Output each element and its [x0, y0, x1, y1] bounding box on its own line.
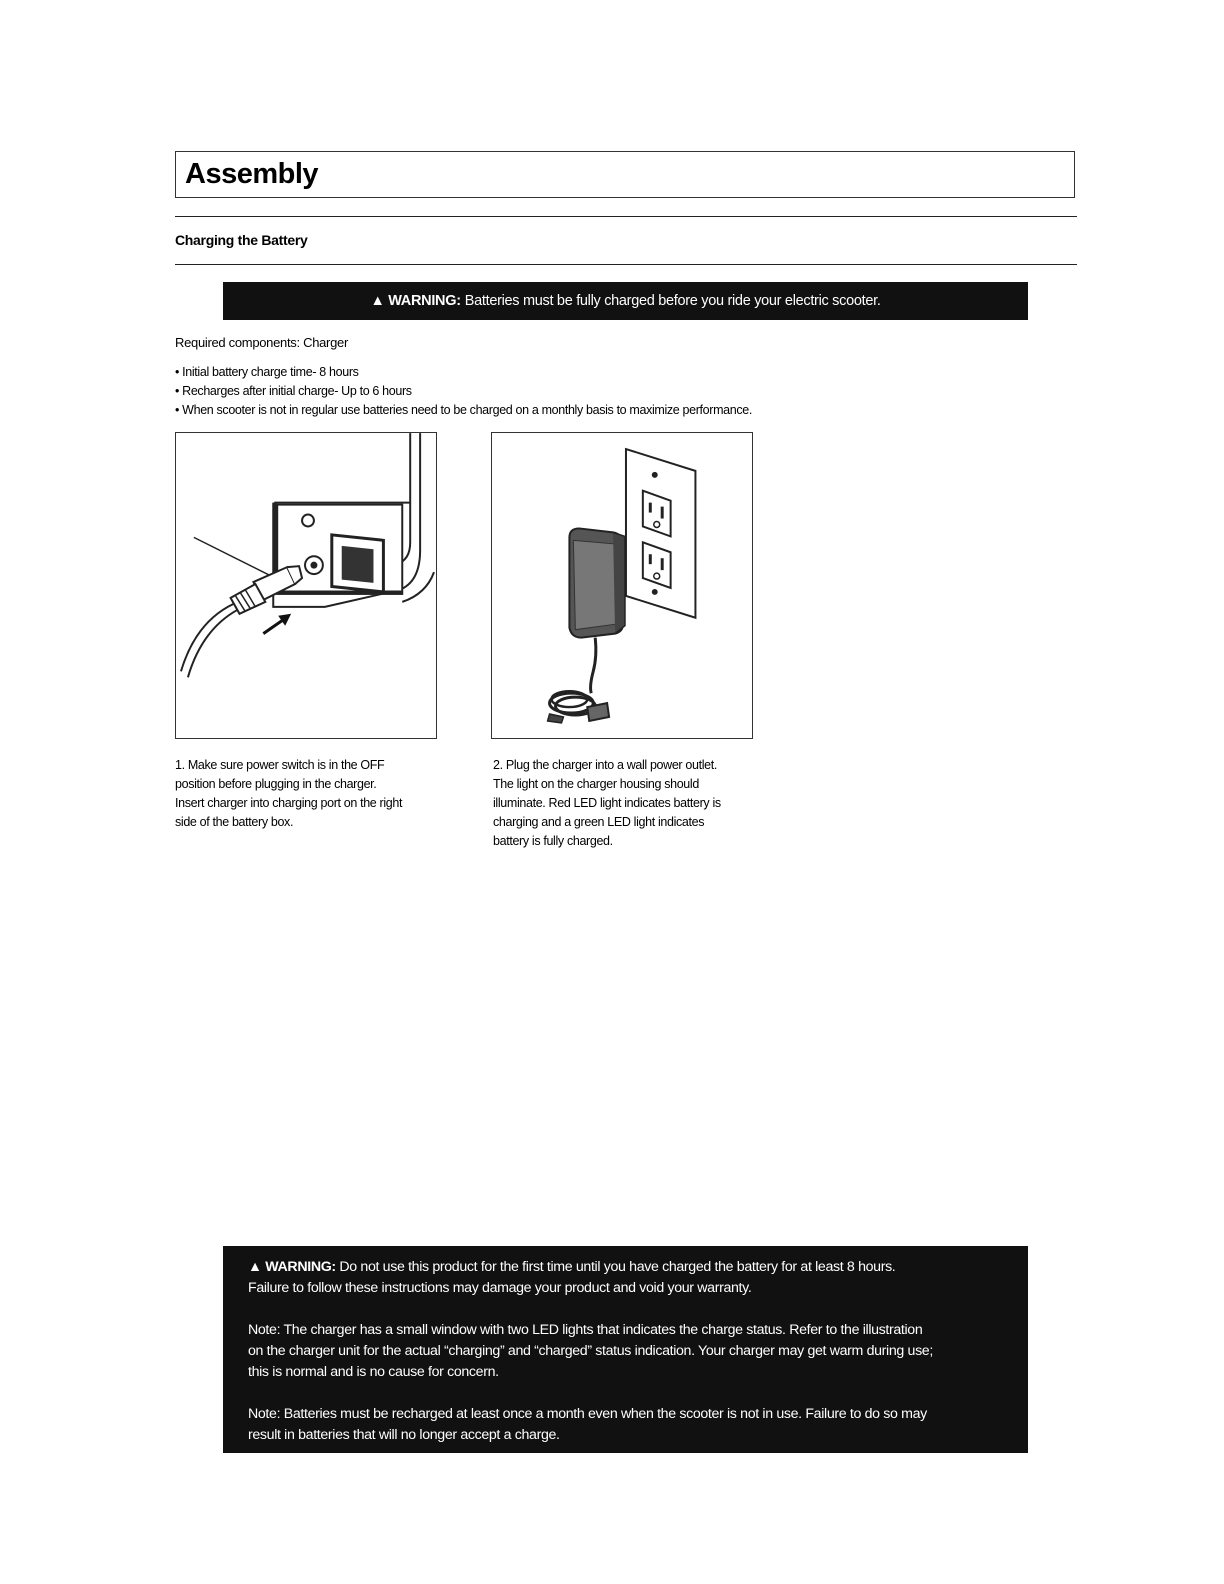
step-2-caption [493, 756, 768, 851]
bottom-warning-box [223, 1246, 1028, 1453]
caption-line: 1. Make sure power switch is in the OFF [175, 758, 385, 772]
note-line: Note: The charger has a small window with two LED lights that indicates the charge status. Refer to the illustration [248, 1322, 923, 1338]
caption-line: illuminate. Red LED light indicates battery is [493, 796, 721, 810]
caption-line: position before plugging in the charger. [175, 777, 377, 791]
caption-line: 2. Plug the charger into a wall power outlet. [493, 758, 717, 772]
divider-bottom [175, 264, 1077, 265]
page-title: Assembly [185, 158, 319, 190]
warning-line-2: Failure to follow these instructions may damage your product and void your warranty. [248, 1280, 752, 1296]
step-1-caption [175, 756, 450, 832]
wall-outlet-illustration [492, 433, 752, 738]
warning-banner [223, 282, 1028, 320]
note-line: Note: Batteries must be recharged at least once a month even when the scooter is not in use. Failure to do so may [248, 1406, 927, 1422]
caption-line: battery is fully charged. [493, 834, 613, 848]
required-components: Required components: Charger [175, 335, 348, 350]
note-line: on the charger unit for the actual “charging” and “charged” status indication. Your charger may get warm during use; [248, 1343, 933, 1359]
charging-port-illustration [176, 433, 436, 738]
list-item: • Initial battery charge time- 8 hours [175, 365, 359, 379]
note-line: result in batteries that will no longer accept a charge. [248, 1427, 560, 1443]
divider-top [175, 216, 1077, 217]
figure-charging-port [175, 432, 437, 739]
caption-line: Insert charger into charging port on the right [175, 796, 403, 810]
caption-line: The light on the charger housing should [493, 777, 699, 791]
charge-info-list [175, 363, 752, 420]
list-item: • When scooter is not in regular use batteries need to be charged on a monthly basis to maximize performance. [175, 403, 752, 417]
note-recharge-paragraph [248, 1404, 1004, 1446]
note-charger-paragraph [248, 1320, 1004, 1383]
caption-line: charging and a green LED light indicates [493, 815, 705, 829]
caption-line: side of the battery box. [175, 815, 294, 829]
section-title: Charging the Battery [175, 232, 308, 248]
figure-wall-outlet [491, 432, 753, 739]
warning-line-1: Do not use this product for the first time until you have charged the battery for at least 8 hours. [339, 1259, 896, 1275]
list-item: • Recharges after initial charge- Up to 6 hours [175, 384, 412, 398]
note-line: this is normal and is no cause for concern. [248, 1364, 499, 1380]
warning-label: ▲ WARNING: [370, 293, 461, 309]
warning-paragraph [248, 1257, 1004, 1299]
warning-text: Batteries must be fully charged before you ride your electric scooter. [464, 293, 881, 309]
page-title-box [175, 151, 1075, 198]
warning-label: ▲ WARNING: [248, 1259, 336, 1275]
